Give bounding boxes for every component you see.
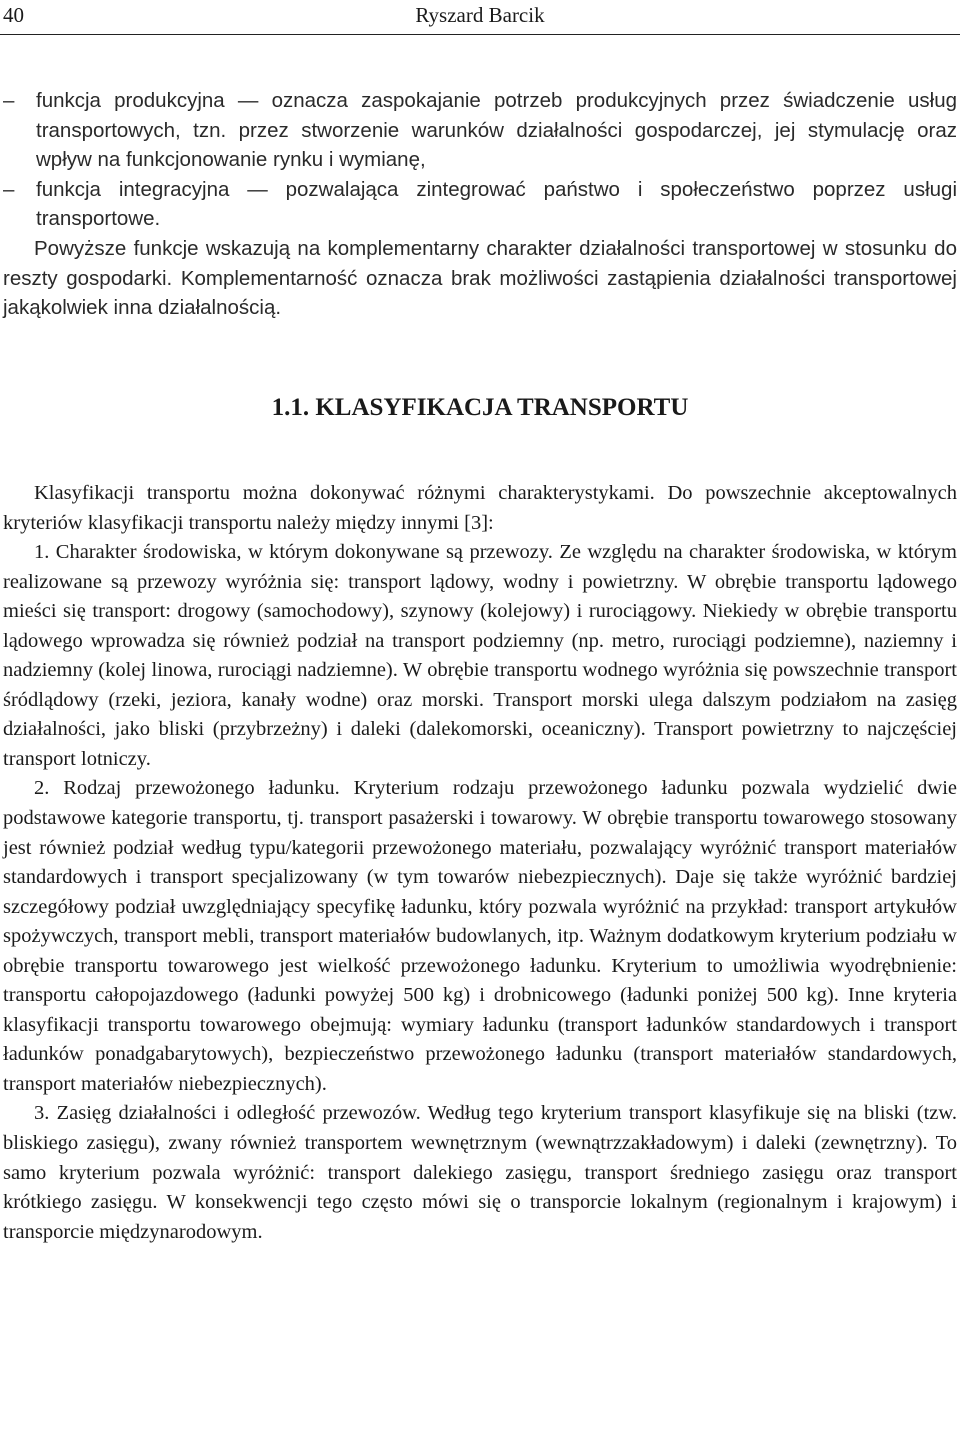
list-item-text: funkcja integracyjna — pozwalająca zintegrować państwo i społeczeństwo poprzez usługi transportowe. [36,177,957,231]
page-number: 40 [3,3,24,27]
criterion-1-paragraph: 1. Charakter środowiska, w którym dokonywane są przewozy. Ze względu na charakter środowiska, w którym realizowane są przewozy wyróżnia się: transport lądowy, wodny i powietrzny. W obrębie transportu lądowego mieści się transport: drogowy (samochodowy), szynowy (kolejowy) i rurociągowy. Niekiedy w obrębie transportu lądowego wprowadza się również podział na transport podziemny (np. metro, rurociągi podziemne), naziemny i nadziemny (kolej linowa, rurociągi nadziemne). W obrębie transportu wodnego wyróżnia się powszechnie transport śródlądowy (rzeki, jeziora, kanały wodne) oraz morski. Transport morski ulega dalszym podziałom na zasięg działalności, jako bliski (przybrzeżny) i daleki (dalekomorski, oceaniczny). Transport powietrzny to najczęściej transport lotniczy. [3,541,957,770]
list-item [3,86,957,175]
summary-paragraph: Powyższe funkcje wskazują na komplementarny charakter działalności transportowej w stosunku do reszty gospodarki. Komplementarność oznacza brak możliwości zastąpienia działalności transportowej jakąkolwiek inna działalnością. [3,236,957,320]
list-item [3,175,957,234]
running-author: Ryszard Barcik [415,3,545,27]
intro-paragraph: Klasyfikacji transportu można dokonywać różnymi charakterystykami. Do powszechnie akceptowalnych kryteriów klasyfikacji transportu należy między innymi [3]: [3,482,957,534]
list-item-text: funkcja produkcyjna — oznacza zaspokajanie potrzeb produkcyjnych przez świadczenie usług transportowych, tzn. przez stworzenie warunków działalności gospodarczej, jej stymulację oraz wpływ na funkcjonowanie rynku i wymianę, [36,89,957,172]
criterion-3-paragraph: 3. Zasięg działalności i odległość przewozów. Według tego kryterium transport klasyfikuje się na bliski (tzw. bliskiego zasięgu), zwany również transportem wewnętrznym (wewnątrzzakładowym) i daleki (zewnętrzny). To samo kryterium pozwala wyróżnić: transport dalekiego zasięgu, transport średniego zasięgu oraz transport krótkiego zasięgu. W konsekwencji tego często mówi się o transporcie lokalnym (regionalnym i krajowym) i transporcie międzynarodowym. [3,1102,957,1243]
list-dash: – [3,89,15,112]
list-dash: – [3,177,15,201]
section-body [3,479,957,1247]
section-heading: 1.1. KLASYFIKACJA TRANSPORTU [271,394,689,421]
page-header [0,0,960,35]
function-list [3,86,957,323]
criterion-2-paragraph: 2. Rodzaj przewożonego ładunku. Kryterium rodzaju przewożonego ładunku pozwala wydzielić dwie podstawowe kategorie transportu, tj. transport pasażerski i towarowy. W obrębie transportu towarowego stosowany jest również podział według typu/kategorii przewożonego materiału, pozwalający wyróżnić transport materiałów standardowych i transport specjalizowany (w tym towarów niebezpiecznych). Daje się także wyróżnić bardziej szczegółowy podział uwzględniający specyfikę ładunku, który pozwala wyróżnić na przykład: transport artykułów spożywczych, transport mebli, transport materiałów budowlanych, itp. Ważnym dodatkowym kryterium podziału w obrębie transportu towarowego jest wielkość przewożonego ładunku. Kryterium to umożliwia wyodrębnienie: transportu całopojazdowego (ładunki powyżej 500 kg) i drobnicowego (ładunki poniżej 500 kg). Inne kryteria klasyfikacji transportu towarowego obejmują: wymiary ładunku (transport ładunków standardowych i transport ładunków ponadgabarytowych), bezpieczeństwo przewożonego ładunku (transport materiałów standardowych, transport materiałów niebezpiecznych). [3,777,957,1095]
